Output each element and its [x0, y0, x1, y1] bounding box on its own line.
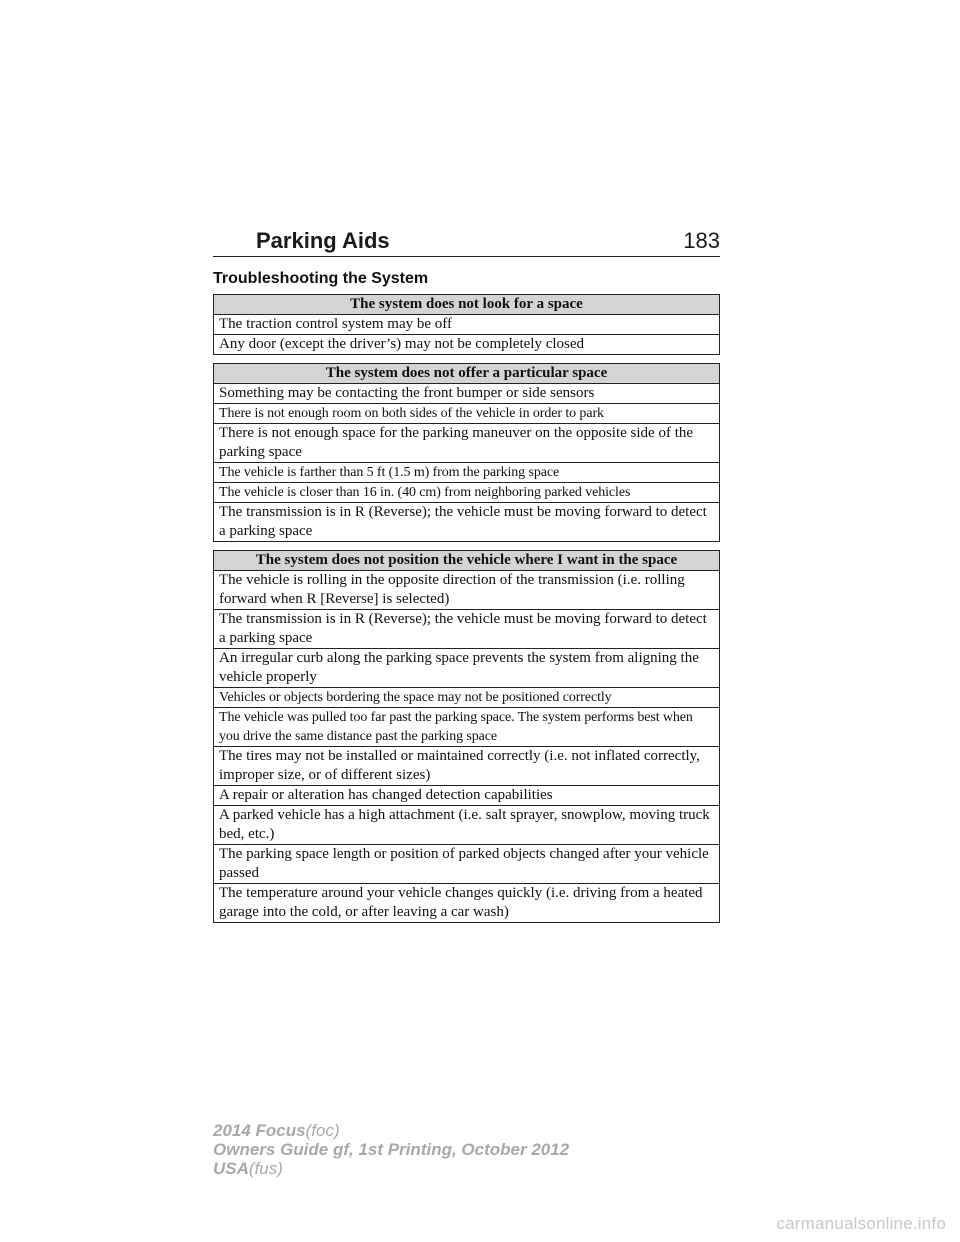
table-row	[214, 747, 720, 786]
table-cell: The transmission is in R (Reverse); the vehicle must be moving forward to detect a parking space	[214, 610, 720, 649]
page-header	[213, 226, 720, 257]
table-row	[214, 786, 720, 806]
watermark: carmanualsonline.info	[776, 1214, 946, 1233]
table-row	[214, 649, 720, 688]
table-cell: The vehicle is rolling in the opposite direction of the transmission (i.e. rolling forward when R [Reverse] is selected)	[214, 571, 720, 610]
page-footer	[213, 1121, 569, 1178]
table-heading: The system does not offer a particular space	[214, 364, 720, 384]
table-cell: The parking space length or position of parked objects changed after your vehicle passed	[214, 845, 720, 884]
table-cell: There is not enough room on both sides of the vehicle in order to park	[214, 404, 720, 424]
table-cell: Vehicles or objects bordering the space may not be positioned correctly	[214, 688, 720, 708]
table-row	[214, 503, 720, 542]
table-cell: The transmission is in R (Reverse); the vehicle must be moving forward to detect a parking space	[214, 503, 720, 542]
table-cell: The vehicle is closer than 16 in. (40 cm) from neighboring parked vehicles	[214, 483, 720, 503]
table-row	[214, 571, 720, 610]
table-row	[214, 884, 720, 923]
footer-model: 2014 Focus	[213, 1121, 306, 1140]
page-number: 183	[683, 228, 720, 253]
footer-line-guide: Owners Guide gf, 1st Printing, October 2012	[213, 1140, 570, 1159]
troubleshooting-table-position	[213, 550, 720, 923]
table-cell: The vehicle is farther than 5 ft (1.5 m) from the parking space	[214, 463, 720, 483]
table-row	[214, 806, 720, 845]
table-cell: The traction control system may be off	[214, 315, 720, 335]
table-row	[214, 335, 720, 355]
table-cell: The tires may not be installed or maintained correctly (i.e. not inflated correctly, improper size, or of different sizes)	[214, 747, 720, 786]
table-row	[214, 845, 720, 884]
table-cell: The vehicle was pulled too far past the parking space. The system performs best when you drive the same distance past the parking space	[214, 708, 720, 747]
table-row	[214, 483, 720, 503]
footer-line-market	[213, 1159, 569, 1178]
table-header-row	[214, 551, 720, 571]
table-cell: Something may be contacting the front bumper or side sensors	[214, 384, 720, 404]
table-heading: The system does not position the vehicle where I want in the space	[214, 551, 720, 571]
table-heading: The system does not look for a space	[214, 295, 720, 315]
table-row	[214, 315, 720, 335]
table-cell: Any door (except the driver’s) may not be completely closed	[214, 335, 720, 355]
table-cell: An irregular curb along the parking space prevents the system from aligning the vehicle properly	[214, 649, 720, 688]
table-row	[214, 463, 720, 483]
footer-line-model	[213, 1121, 569, 1140]
table-header-row	[214, 295, 720, 315]
table-row	[214, 610, 720, 649]
troubleshooting-tables	[213, 294, 720, 931]
table-row	[214, 384, 720, 404]
table-header-row	[214, 364, 720, 384]
footer-market-code: (fus)	[248, 1159, 283, 1178]
troubleshooting-table-no-search	[213, 294, 720, 355]
footer-market: USA	[213, 1159, 249, 1178]
table-row	[214, 424, 720, 463]
table-row	[214, 708, 720, 747]
table-row	[214, 404, 720, 424]
table-row	[214, 688, 720, 708]
footer-model-code: (foc)	[305, 1121, 340, 1140]
troubleshooting-table-no-offer	[213, 363, 720, 542]
table-cell: A parked vehicle has a high attachment (i.e. salt sprayer, snowplow, moving truck bed, etc.)	[214, 806, 720, 845]
table-cell: There is not enough space for the parking maneuver on the opposite side of the parking space	[214, 424, 720, 463]
table-cell: The temperature around your vehicle changes quickly (i.e. driving from a heated garage into the cold, or after leaving a car wash)	[214, 884, 720, 923]
section-title: Troubleshooting the System	[213, 270, 429, 287]
chapter-title: Parking Aids	[256, 228, 390, 253]
table-cell: A repair or alteration has changed detection capabilities	[214, 786, 720, 806]
